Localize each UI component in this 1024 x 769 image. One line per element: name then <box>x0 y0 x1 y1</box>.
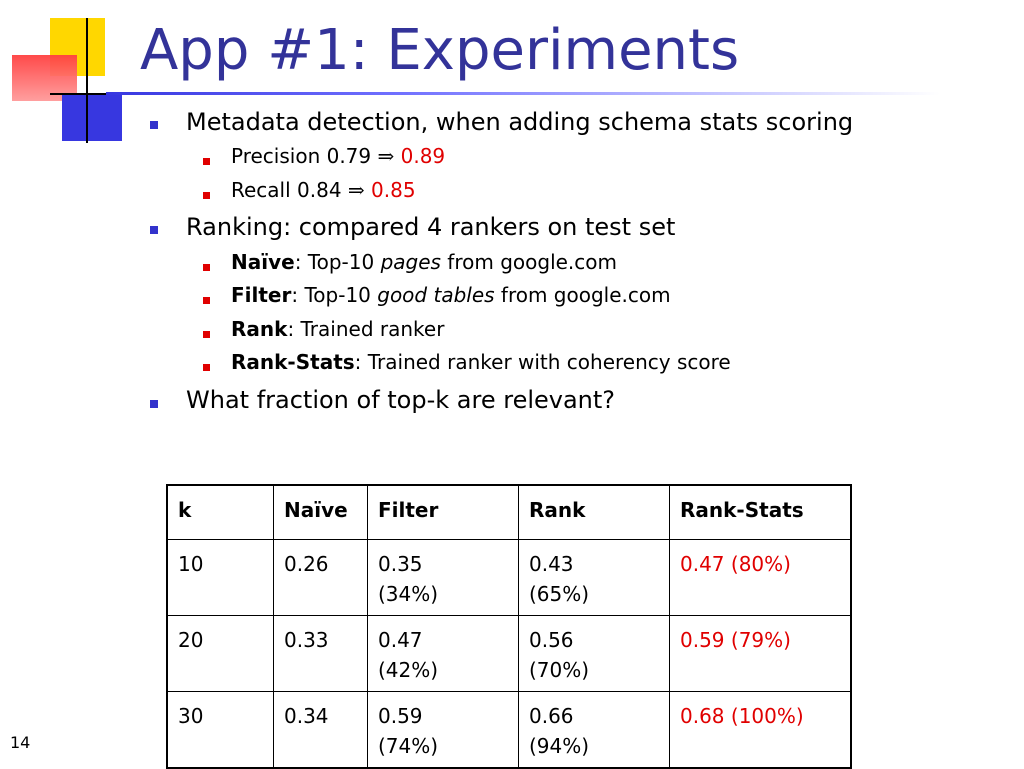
filter-percent: (42%) <box>378 658 439 682</box>
cell-rank <box>519 692 670 769</box>
precision-label: Precision 0.79 <box>231 144 378 168</box>
sub-bullet-marker <box>203 264 210 271</box>
rankstats-rest: : Trained ranker with coherency score <box>354 350 731 374</box>
sub-bullet-marker <box>203 297 210 304</box>
slide-number: 14 <box>10 733 31 752</box>
recall-label: Recall 0.84 <box>231 178 348 202</box>
header-k: k <box>167 485 274 540</box>
table-row <box>167 692 851 769</box>
filter-label: Filter <box>231 283 292 307</box>
results-table <box>166 484 852 769</box>
header-filter: Filter <box>368 485 519 540</box>
cell-filter <box>368 616 519 692</box>
implies-arrow: ⇒ <box>347 178 365 202</box>
sub-bullet-marker <box>203 364 210 371</box>
rank-percent: (70%) <box>529 658 590 682</box>
cell-naive: 0.34 <box>274 692 368 769</box>
header-rank: Rank <box>519 485 670 540</box>
slide-title: App #1: Experiments <box>140 18 740 83</box>
decor-blue-square <box>62 93 122 141</box>
naive-rest: from google.com <box>440 250 618 274</box>
cell-naive: 0.26 <box>274 540 368 616</box>
bullet-precision <box>231 144 445 168</box>
precision-value: 0.89 <box>400 144 446 168</box>
cell-k: 20 <box>167 616 274 692</box>
table-row <box>167 540 851 616</box>
filter-italic: good tables <box>377 283 495 307</box>
filter-sep: : Top-10 <box>291 283 378 307</box>
cell-filter <box>368 540 519 616</box>
rank-percent: (65%) <box>529 582 590 606</box>
bullet-question: What fraction of top-k are relevant? <box>186 386 616 414</box>
bullet-rank-stats <box>231 350 731 374</box>
naive-sep: : Top-10 <box>294 250 381 274</box>
header-rank-stats: Rank-Stats <box>670 485 852 540</box>
cell-k: 10 <box>167 540 274 616</box>
cell-rank <box>519 540 670 616</box>
sub-bullet-marker <box>203 158 210 165</box>
bullet-filter <box>231 283 671 307</box>
rank-value: 0.43 <box>529 552 574 576</box>
cell-rank <box>519 616 670 692</box>
bullet-ranking: Ranking: compared 4 rankers on test set <box>186 213 676 241</box>
sub-bullet-marker <box>203 331 210 338</box>
recall-value: 0.85 <box>371 178 416 202</box>
cell-rank-stats: 0.47 (80%) <box>670 540 852 616</box>
naive-italic: pages <box>380 250 441 274</box>
header-naive: Naïve <box>274 485 368 540</box>
title-underline <box>106 92 940 95</box>
filter-percent: (34%) <box>378 582 439 606</box>
rank-value: 0.66 <box>529 704 574 728</box>
cell-rank-stats: 0.68 (100%) <box>670 692 852 769</box>
decor-vertical-line <box>86 18 88 143</box>
bullet-naive <box>231 250 617 274</box>
cell-rank-stats: 0.59 (79%) <box>670 616 852 692</box>
bullet-rank <box>231 317 444 341</box>
filter-value: 0.47 <box>378 628 423 652</box>
rankstats-label: Rank-Stats <box>231 350 355 374</box>
bullet-metadata-detection: Metadata detection, when adding schema stats scoring <box>186 108 854 136</box>
cell-naive: 0.33 <box>274 616 368 692</box>
naive-label: Naïve <box>231 250 295 274</box>
rank-rest: : Trained ranker <box>287 317 445 341</box>
rank-label: Rank <box>231 317 288 341</box>
implies-arrow: ⇒ <box>377 144 395 168</box>
filter-value: 0.59 <box>378 704 423 728</box>
rank-value: 0.56 <box>529 628 574 652</box>
cell-filter <box>368 692 519 769</box>
filter-percent: (74%) <box>378 734 439 758</box>
filter-value: 0.35 <box>378 552 423 576</box>
rank-percent: (94%) <box>529 734 590 758</box>
bullet-recall <box>231 178 416 202</box>
table-header-row <box>167 485 851 540</box>
sub-bullet-marker <box>203 192 210 199</box>
table-row <box>167 616 851 692</box>
filter-rest: from google.com <box>494 283 671 307</box>
bullet-marker <box>150 400 158 408</box>
cell-k: 30 <box>167 692 274 769</box>
bullet-marker <box>150 121 158 129</box>
bullet-marker <box>150 226 158 234</box>
